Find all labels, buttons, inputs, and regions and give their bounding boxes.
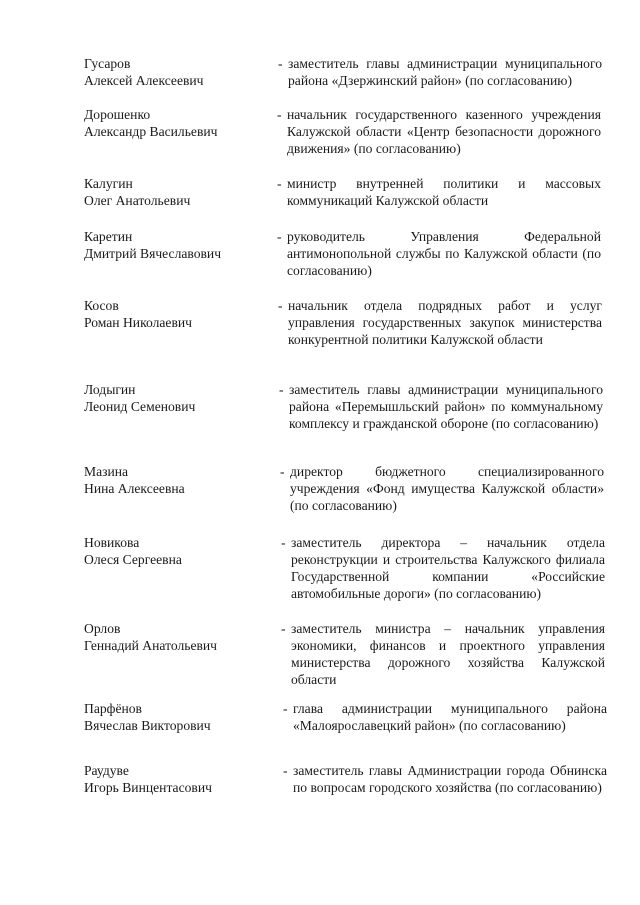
member-surname: Гусаров	[84, 56, 131, 71]
member-surname: Дорошенко	[84, 107, 151, 122]
dash-separator: -	[283, 763, 288, 778]
member-role: заместитель главы Администрации города Обнинска по вопросам городского хозяйства (по согласованию)	[293, 763, 607, 795]
member-name	[84, 534, 269, 568]
member-role: руководитель Управления Федеральной антимонопольной службы по Калужской области (по согласованию)	[287, 229, 601, 278]
member-given-names: Дмитрий Вячеславович	[84, 246, 222, 261]
member-name	[84, 55, 269, 89]
dash-separator: -	[281, 535, 286, 550]
member-given-names: Нина Алексеевна	[84, 481, 185, 496]
member-name	[84, 175, 269, 209]
member-surname: Новикова	[84, 535, 140, 550]
dash-separator: -	[277, 229, 282, 244]
member-role: заместитель главы администрации муниципального района «Дзержинский район» (по согласованию)	[288, 56, 602, 88]
dash-separator: -	[277, 107, 282, 122]
member-surname: Орлов	[84, 621, 121, 636]
member-given-names: Игорь Винцентасович	[84, 780, 212, 795]
member-given-names: Олег Анатольевич	[84, 193, 191, 208]
dash-separator: -	[283, 701, 288, 716]
member-given-names: Александр Васильевич	[84, 124, 218, 139]
member-given-names: Леонид Семенович	[84, 399, 196, 414]
member-name	[84, 700, 269, 734]
member-surname: Мазина	[84, 464, 129, 479]
member-surname: Раудуве	[84, 763, 129, 778]
dash-separator: -	[278, 56, 283, 71]
member-surname: Косов	[84, 298, 119, 313]
member-given-names: Олеся Сергеевна	[84, 552, 182, 567]
member-role: директор бюджетного специализированного учреждения «Фонд имущества Калужской области» (по согласованию)	[290, 464, 604, 513]
member-role: начальник отдела подрядных работ и услуг управления государственных закупок министерства конкурентной политики Калужской области	[288, 298, 602, 347]
member-role: министр внутренней политики и массовых коммуникаций Калужской области	[287, 176, 601, 208]
member-surname: Лодыгин	[84, 382, 136, 397]
member-surname: Каретин	[84, 229, 133, 244]
member-name	[84, 463, 269, 497]
dash-separator: -	[279, 382, 284, 397]
member-role: заместитель министра – начальник управления экономики, финансов и проектного управления министерства дорожного хозяйства Калужской области	[291, 621, 605, 687]
dash-separator: -	[280, 464, 285, 479]
member-name	[84, 381, 269, 415]
member-given-names: Вячеслав Викторович	[84, 718, 211, 733]
dash-separator: -	[277, 176, 282, 191]
dash-separator: -	[281, 621, 286, 636]
member-name	[84, 106, 269, 140]
member-role: заместитель главы администрации муниципального района «Перемышльский район» по коммунальному комплексу и гражданской обороне (по согласованию)	[289, 382, 603, 431]
member-role: глава администрации муниципального района «Малоярославецкий район» (по согласованию)	[293, 701, 607, 733]
member-given-names: Алексей Алексеевич	[84, 73, 204, 88]
member-role: начальник государственного казенного учреждения Калужской области «Центр безопасности дорожного движения» (по согласованию)	[287, 107, 601, 156]
member-surname: Парфёнов	[84, 701, 142, 716]
member-name	[84, 228, 269, 262]
dash-separator: -	[278, 298, 283, 313]
member-role: заместитель директора – начальник отдела реконструкции и строительства Калужского филиала Государственной компании «Российские автомобильные дороги» (по согласованию)	[291, 535, 605, 601]
member-given-names: Геннадий Анатольевич	[84, 638, 218, 653]
member-name	[84, 762, 269, 796]
member-name	[84, 620, 269, 654]
member-surname: Калугин	[84, 176, 133, 191]
member-given-names: Роман Николаевич	[84, 315, 192, 330]
member-name	[84, 297, 269, 331]
